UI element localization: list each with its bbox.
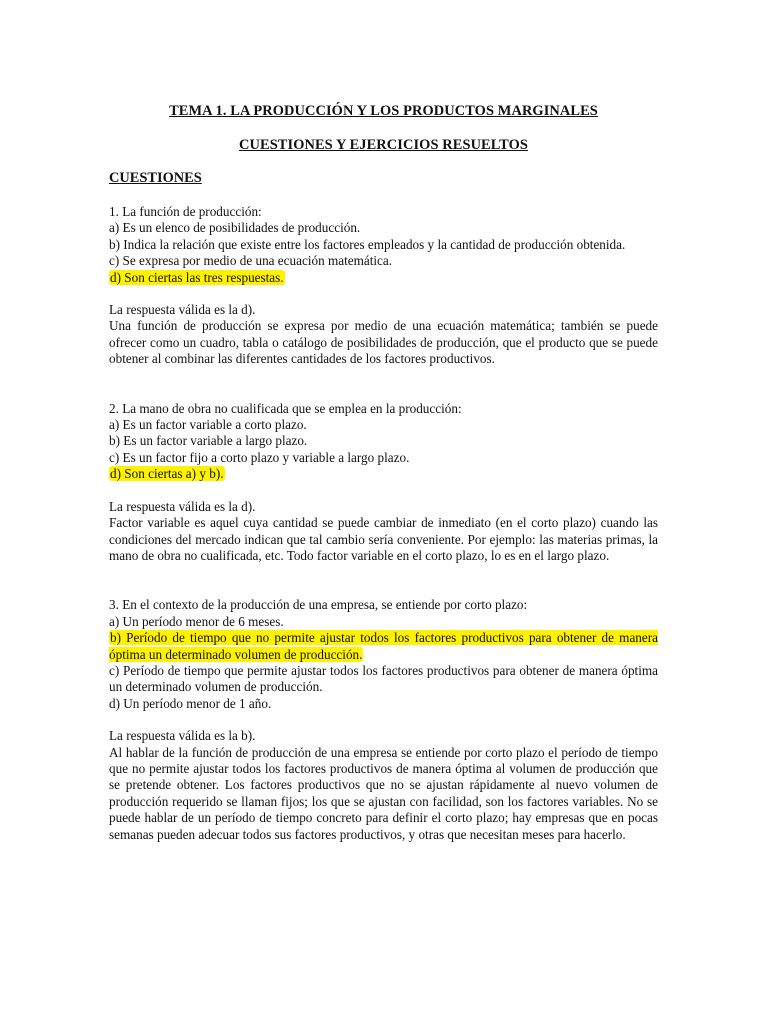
answer-explanation: Una función de producción se expresa por medio de una ecuación matemática; también se puede ofrecer como un cuadro, tabla o catálogo de posibilidades de producción, que el producto que se puede obtener al combinar las diferentes cantidades de los factores productivos.	[109, 318, 658, 367]
option-a: a) Un período menor de 6 meses.	[109, 613, 284, 629]
option-d-highlighted: d) Son ciertas las tres respuestas.	[110, 269, 284, 285]
option-c: c) Es un factor fijo a corto plazo y variable a largo plazo.	[109, 449, 410, 465]
option-d-highlighted: d) Son ciertas a) y b).	[110, 466, 224, 482]
document-content	[109, 102, 658, 843]
question-stem: 1. La función de producción:	[109, 204, 262, 219]
document-title: TEMA 1. LA PRODUCCIÓN Y LOS PRODUCTOS MARGINALES	[169, 103, 598, 119]
option-b: b) Es un factor variable a largo plazo.	[109, 433, 308, 449]
option-c: c) Período de tiempo que permite ajustar todos los factores productivos para obtener de manera óptima un determinado volumen de producción.	[109, 662, 658, 695]
document-subtitle: CUESTIONES Y EJERCICIOS RESUELTOS	[239, 137, 528, 153]
option-b-highlighted: b) Período de tiempo que no permite ajustar todos los factores productivos para obtener de manera óptima un determinado volumen de producción.	[109, 630, 658, 662]
question-3	[109, 597, 658, 843]
question-stem: 2. La mano de obra no cualificada que se emplea en la producción:	[109, 400, 462, 416]
option-c: c) Se expresa por medio de una ecuación matemática.	[109, 253, 393, 269]
question-stem: 3. En el contexto de la producción de una empresa, se entiende por corto plazo:	[109, 597, 528, 613]
answer-statement: La respuesta válida es la b).	[109, 728, 256, 744]
option-a: a) Es un elenco de posibilidades de producción.	[109, 220, 361, 236]
question-2	[109, 401, 658, 565]
answer-statement: La respuesta válida es la d).	[109, 302, 256, 318]
option-b: b) Indica la relación que existe entre los factores empleados y la cantidad de producción obtenida.	[109, 236, 626, 252]
answer-explanation: Factor variable es aquel cuya cantidad se puede cambiar de inmediato (en el corto plazo) cuando las condiciones del mercado indican que tal cambio sería conveniente. Por ejemplo: las materias primas, la mano de obra no cualificada, etc. Todo factor variable en el corto plazo, lo es en el largo plazo.	[109, 515, 658, 563]
question-1	[109, 204, 658, 368]
section-heading: CUESTIONES	[109, 170, 202, 186]
option-a: a) Es un factor variable a corto plazo.	[109, 417, 307, 433]
option-d: d) Un período menor de 1 año.	[109, 695, 272, 711]
answer-statement: La respuesta válida es la d).	[109, 498, 256, 514]
answer-explanation: Al hablar de la función de producción de una empresa se entiende por corto plazo el período de tiempo que no permite ajustar todos los factores productivos de manera óptima al volumen de producción que se pretende obtener. Los factores productivos que no se ajustan rápidamente al nuevo volumen de producción requerido se llaman fijos; los que se ajustan con facilidad, son los factores variables. No se puede hablar de un período de tiempo concreto para definir el corto plazo; hay empresas que en pocas semanas pueden adecuar todos sus factores productivos, y otras que necesitan meses para hacerlo.	[109, 744, 658, 842]
